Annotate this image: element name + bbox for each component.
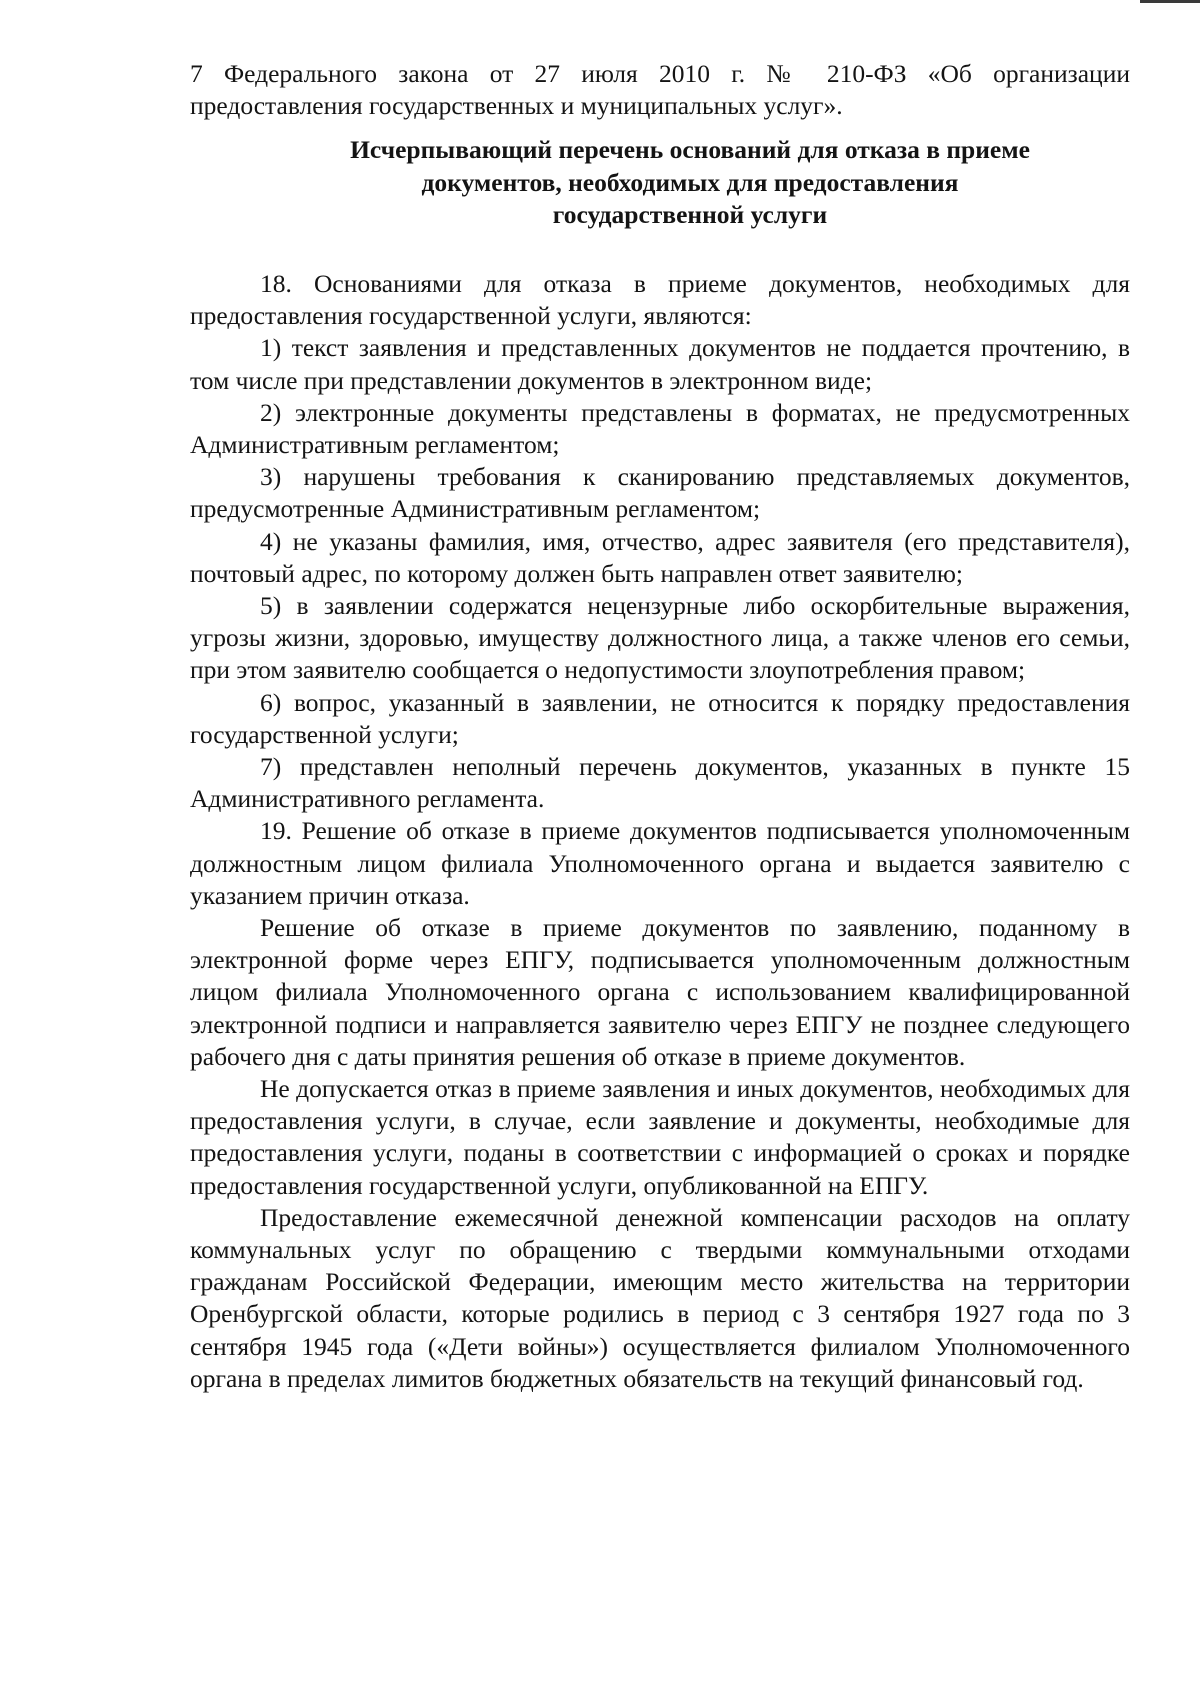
paragraph-refusal-not-allowed: Не допускается отказ в приеме заявления и иных документов, необходимых для предоставления услуги, в случае, если заявление и документы, необходимые для предоставления услуги, поданы в соответствии с информацией о сроках и порядке предоставления государственной услуги, опубликованной на ЕПГУ. [190,1073,1130,1200]
list-item-5: 5) в заявлении содержатся нецензурные либо оскорбительные выражения, угрозы жизни, здоровью, имуществу должностного лица, а также членов его семьи, при этом заявителю сообщается о недопустимости злоупотребления правом; [190,590,1130,685]
list-item-2: 2) электронные документы представлены в форматах, не предусмотренных Административным регламентом; [190,397,1130,459]
list-item-4: 4) не указаны фамилия, имя, отчество, адрес заявителя (его представителя), почтовый адрес, по которому должен быть направлен ответ заявителю; [190,526,1130,588]
intro-paragraph: 7 Федерального закона от 27 июля 2010 г. № 210-ФЗ «Об организации предоставления государственных и муниципальных услуг». [190,59,1130,121]
list-item-6: 6) вопрос, указанный в заявлении, не относится к порядку предоставления государственной услуги; [190,687,1130,749]
paragraph-19: 19. Решение об отказе в приеме документов подписывается уполномоченным должностным лицом филиала Уполномоченного органа и выдается заявителю с указанием причин отказа. [190,816,1130,910]
list-item-7: 7) представлен неполный перечень документов, указанных в пункте 15 Административного регламента. [190,751,1130,814]
section-heading [190,134,1130,232]
heading-line: документов, необходимых для предоставления [421,167,959,197]
paragraph-compensation: Предоставление ежемесячной денежной компенсации расходов на оплату коммунальных услуг по обращению с твердыми коммунальными отходами гражданам Российской Федерации, имеющим место жительства на территории Оренбургской области, которые родились в период с 3 сентября 1927 года по 3 сентября 1945 года («Дети войны») осуществляется филиалом Уполномоченного органа в пределах лимитов бюджетных обязательств на текущий финансовый год. [190,1202,1130,1393]
document-body [190,58,1130,1395]
list-item-1: 1) текст заявления и представленных документов не поддается прочтению, в том числе при представлении документов в электронном виде; [190,333,1130,395]
list-item-3: 3) нарушены требования к сканированию представляемых документов, предусмотренные Административным регламентом; [190,462,1130,524]
paragraph-18: 18. Основаниями для отказа в приеме документов, необходимых для предоставления государственной услуги, являются: [190,268,1130,331]
scan-edge-line [1140,0,1200,3]
heading-line: государственной услуги [552,200,828,230]
heading-line: Исчерпывающий перечень оснований для отказа в приеме [350,135,1030,165]
paragraph-electronic-refusal: Решение об отказе в приеме документов по заявлению, поданному в электронной форме через ЕПГУ, подписывается уполномоченным должностным лицом филиала Уполномоченного органа с использованием квалифицированной электронной подписи и направляется заявителю через ЕПГУ не позднее следующего рабочего дня с даты принятия решения об отказе в приеме документов. [190,912,1130,1071]
